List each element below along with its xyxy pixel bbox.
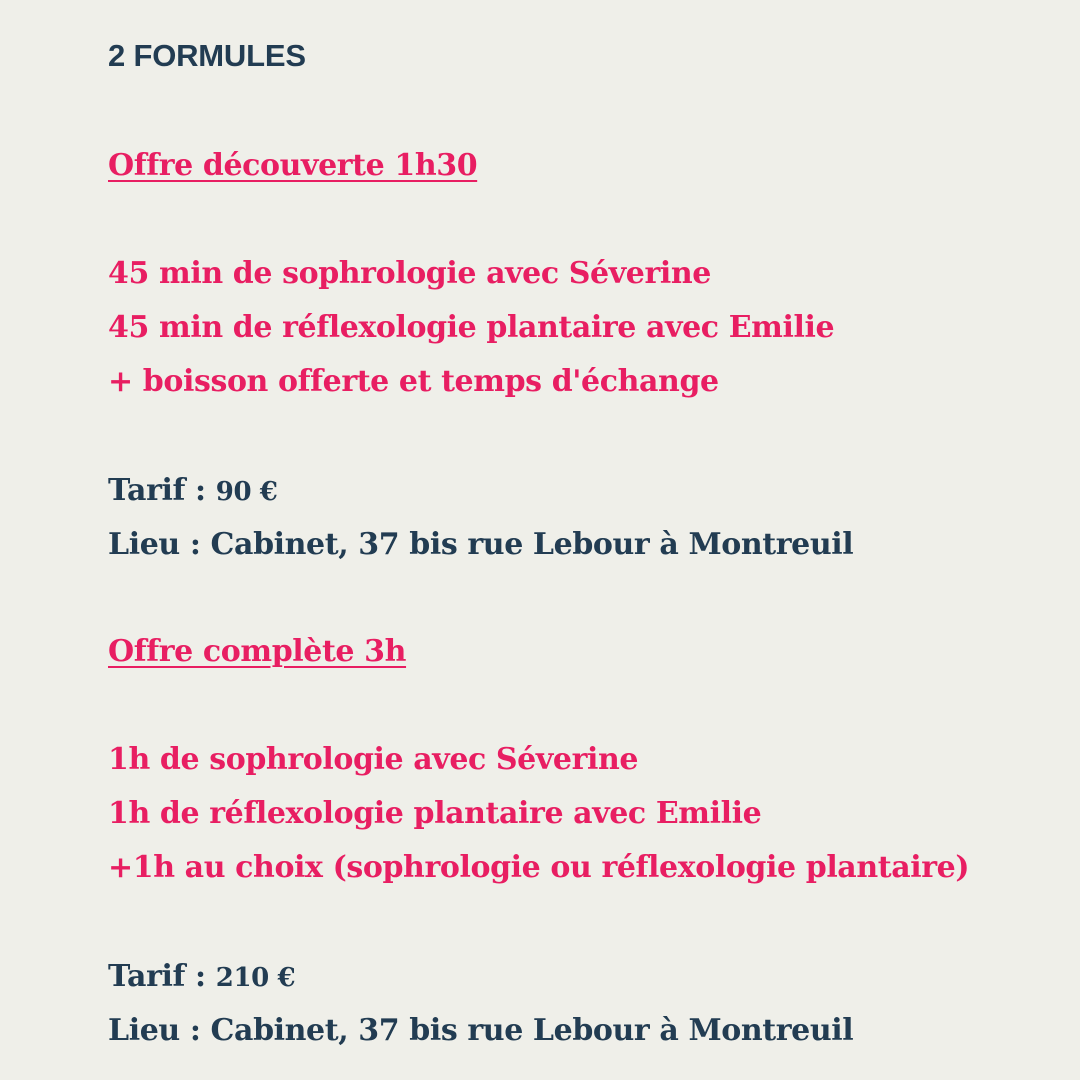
tarif-label: Tarif : — [108, 473, 206, 508]
offer-title: Offre découverte 1h30 — [108, 148, 478, 183]
lieu-line: Lieu : Cabinet, 37 bis rue Lebour à Montreuil — [108, 1013, 854, 1048]
offer-detail: 1h de sophrologie avec Séverine — [108, 742, 639, 777]
offer-detail: 1h de réflexologie plantaire avec Emilie — [108, 796, 762, 831]
offer-detail: + boisson offerte et temps d'échange — [108, 364, 719, 399]
formules-page — [108, 0, 1008, 1080]
tarif-value: 90 € — [215, 477, 278, 507]
tarif-line — [108, 473, 278, 508]
offer-detail: 45 min de réflexologie plantaire avec Emilie — [108, 310, 835, 345]
page-title: 2 FORMULES — [108, 38, 306, 73]
tarif-value: 210 € — [215, 963, 296, 993]
offer-detail: 45 min de sophrologie avec Séverine — [108, 256, 711, 291]
offer-title: Offre complète 3h — [108, 634, 407, 669]
tarif-line — [108, 959, 295, 994]
lieu-line: Lieu : Cabinet, 37 bis rue Lebour à Montreuil — [108, 527, 854, 562]
tarif-label: Tarif : — [108, 959, 206, 994]
offer-detail: +1h au choix (sophrologie ou réflexologie plantaire) — [108, 850, 970, 885]
